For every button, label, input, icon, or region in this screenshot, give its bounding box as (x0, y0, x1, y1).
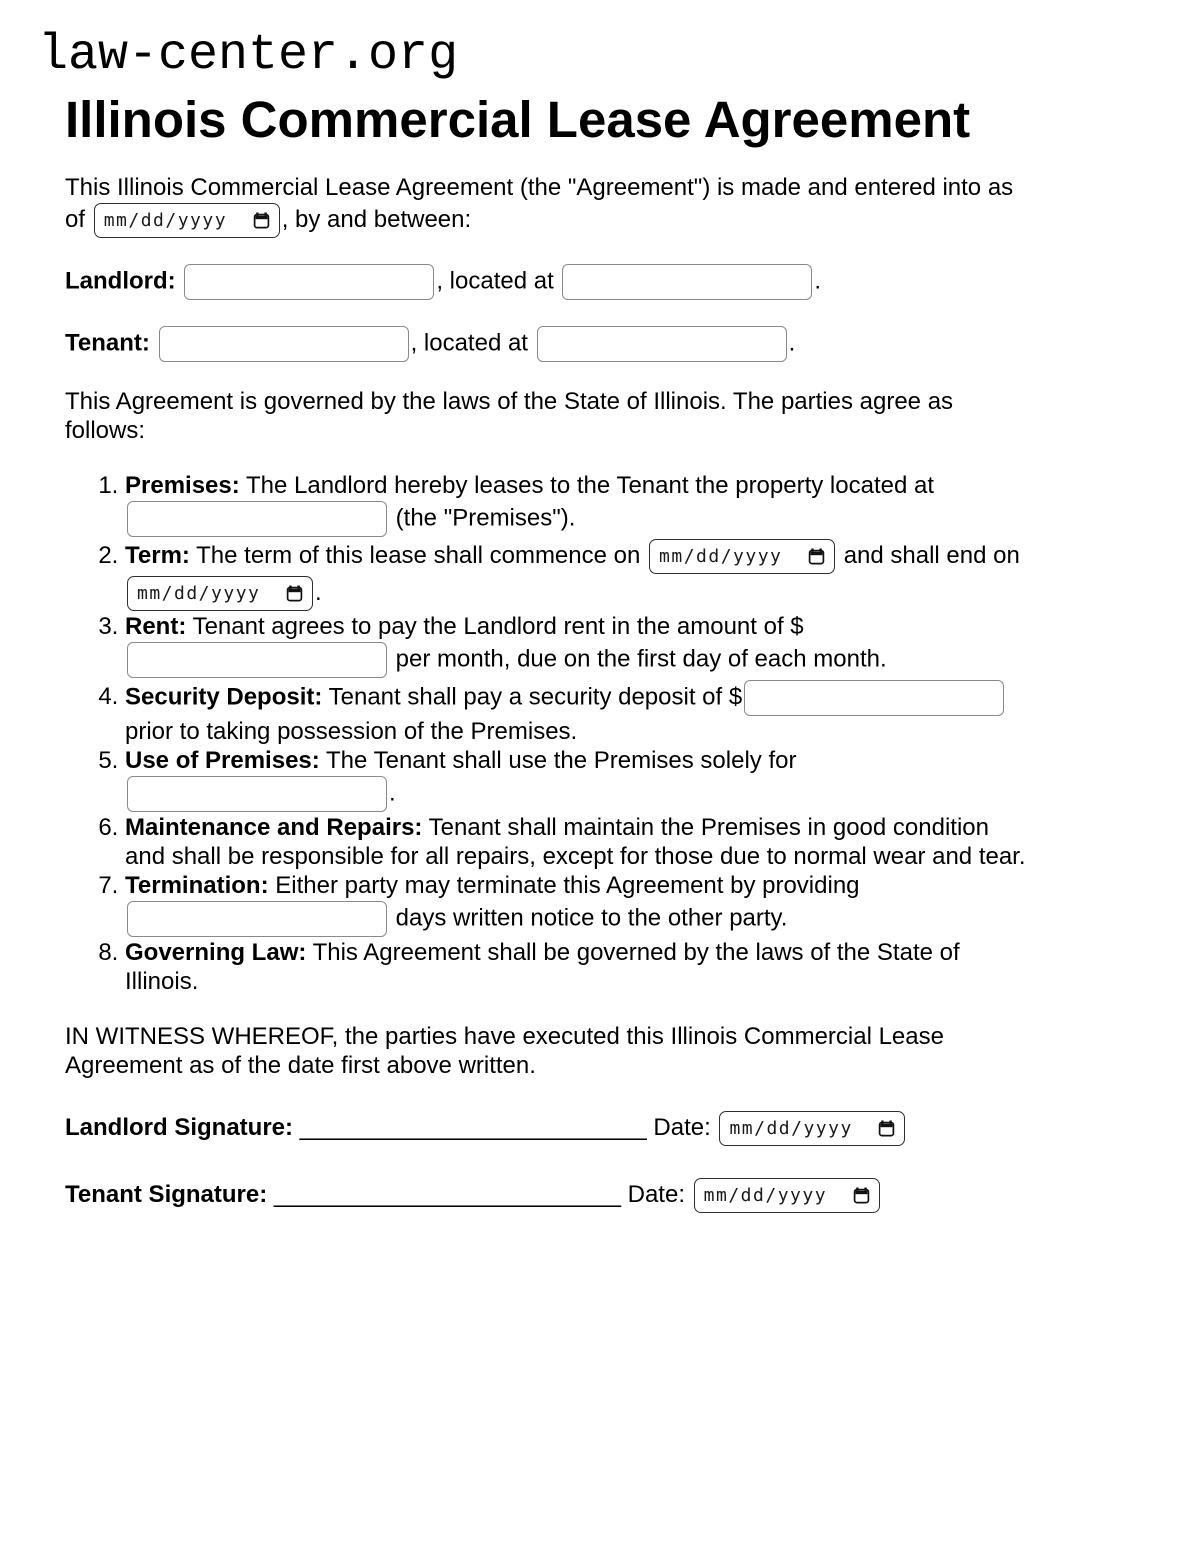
premises-address-input[interactable] (127, 501, 387, 537)
landlord-name-input[interactable] (184, 264, 434, 300)
landlord-sign-date-input[interactable] (719, 1111, 905, 1146)
clause-term-text: The term of this lease shall commence on (196, 541, 641, 569)
landlord-signature-row (65, 1110, 1151, 1147)
witness-paragraph (65, 1022, 1151, 1080)
clause-maintenance-text2: and shall be responsible for all repairs, except for those due to normal wear and tear. (125, 843, 1026, 871)
clause-term (125, 538, 1151, 612)
landlord-signature-line[interactable]: __________________________ (299, 1113, 647, 1141)
tenant-located-text: , located at (410, 329, 528, 357)
rent-amount-input[interactable] (127, 642, 387, 678)
clause-premises-label: Premises: (125, 472, 240, 500)
tenant-address-input[interactable] (537, 326, 787, 362)
landlord-row (65, 263, 1151, 301)
calendar-icon[interactable] (878, 1120, 895, 1137)
clause-security-label: Security Deposit: (125, 683, 323, 711)
clause-governing-text: This Agreement shall be governed by the laws of the State of (312, 939, 960, 967)
landlord-signature-label: Landlord Signature: (65, 1113, 293, 1141)
clause-maintenance-label: Maintenance and Repairs: (125, 814, 423, 842)
witness-line2: Agreement as of the date first above written. (65, 1052, 536, 1080)
clause-premises (125, 471, 1151, 538)
use-of-premises-input[interactable] (127, 776, 387, 812)
clause-maintenance (125, 813, 1151, 871)
clause-use-label: Use of Premises: (125, 747, 320, 775)
agreement-date-input[interactable] (94, 203, 280, 238)
clause-term-label: Term: (125, 541, 190, 569)
clause-termination (125, 871, 1151, 938)
governing-line2: follows: (65, 417, 146, 445)
term-start-date-input[interactable] (649, 539, 835, 574)
date-placeholder: mm/dd/yyyy (137, 583, 261, 605)
clause-use-text2: . (389, 779, 396, 807)
clause-security-text: Tenant shall pay a security deposit of $ (328, 683, 743, 711)
lease-form (38, 27, 1151, 1214)
landlord-located-text: , located at (436, 267, 554, 295)
intro-line2-after: , by and between: (281, 205, 472, 233)
clause-governing-law (125, 938, 1151, 996)
clause-rent-text: Tenant agrees to pay the Landlord rent in the amount of $ (192, 613, 804, 641)
clause-term-text3: . (315, 578, 322, 606)
tenant-sign-date-input[interactable] (694, 1178, 880, 1213)
landlord-label: Landlord: (65, 267, 176, 295)
witness-line1: IN WITNESS WHEREOF, the parties have executed this Illinois Commercial Lease (65, 1023, 944, 1051)
clause-governing-label: Governing Law: (125, 939, 307, 967)
calendar-icon[interactable] (853, 1187, 870, 1204)
term-end-date-input[interactable] (127, 576, 313, 611)
governing-line1: This Agreement is governed by the laws of the State of Illinois. The parties agree as (65, 388, 954, 416)
tenant-period: . (788, 329, 796, 357)
clause-termination-text2: days written notice to the other party. (395, 904, 788, 932)
date-placeholder: mm/dd/yyyy (659, 546, 783, 568)
calendar-icon[interactable] (253, 212, 270, 229)
clause-termination-label: Termination: (125, 872, 269, 900)
clause-security-text2: prior to taking possession of the Premises. (125, 718, 578, 746)
clause-premises-text2: (the "Premises"). (395, 504, 576, 532)
clause-termination-text: Either party may terminate this Agreement by providing (275, 872, 860, 900)
tenant-name-input[interactable] (159, 326, 409, 362)
governing-paragraph (65, 387, 1151, 445)
tenant-signature-label: Tenant Signature: (65, 1180, 268, 1208)
landlord-address-input[interactable] (562, 264, 812, 300)
tenant-date-label: Date: (627, 1180, 685, 1208)
date-placeholder: mm/dd/yyyy (103, 210, 228, 232)
date-placeholder: mm/dd/yyyy (703, 1185, 828, 1207)
page-title: Illinois Commercial Lease Agreement (65, 90, 971, 148)
clause-use-of-premises (125, 746, 1151, 813)
clause-list (65, 471, 1151, 996)
security-deposit-input[interactable] (744, 680, 1004, 716)
logo-text: law-center.org (38, 27, 459, 84)
tenant-signature-row (65, 1177, 1151, 1214)
clause-rent-text2: per month, due on the first day of each month. (395, 645, 887, 673)
calendar-icon[interactable] (286, 585, 303, 602)
intro-paragraph (65, 173, 1151, 239)
landlord-date-label: Date: (653, 1113, 711, 1141)
date-placeholder: mm/dd/yyyy (729, 1118, 853, 1140)
calendar-icon[interactable] (808, 548, 825, 565)
termination-notice-input[interactable] (127, 901, 387, 937)
tenant-row (65, 325, 1151, 363)
clause-rent-label: Rent: (125, 613, 187, 641)
intro-line2-before: of (65, 205, 86, 233)
clause-security-deposit (125, 679, 1151, 746)
clause-maintenance-text: Tenant shall maintain the Premises in good condition (428, 814, 989, 842)
clause-term-text2: and shall end on (843, 541, 1020, 569)
tenant-signature-line[interactable]: __________________________ (273, 1180, 621, 1208)
landlord-period: . (814, 267, 822, 295)
clause-rent (125, 612, 1151, 679)
clause-governing-text2: Illinois. (125, 968, 199, 996)
clause-use-text: The Tenant shall use the Premises solely for (326, 747, 797, 775)
clause-premises-text: The Landlord hereby leases to the Tenant the property located at (245, 472, 935, 500)
tenant-label: Tenant: (65, 329, 150, 357)
intro-line1: This Illinois Commercial Lease Agreement (the "Agreement") is made and entered into as (65, 174, 1014, 202)
